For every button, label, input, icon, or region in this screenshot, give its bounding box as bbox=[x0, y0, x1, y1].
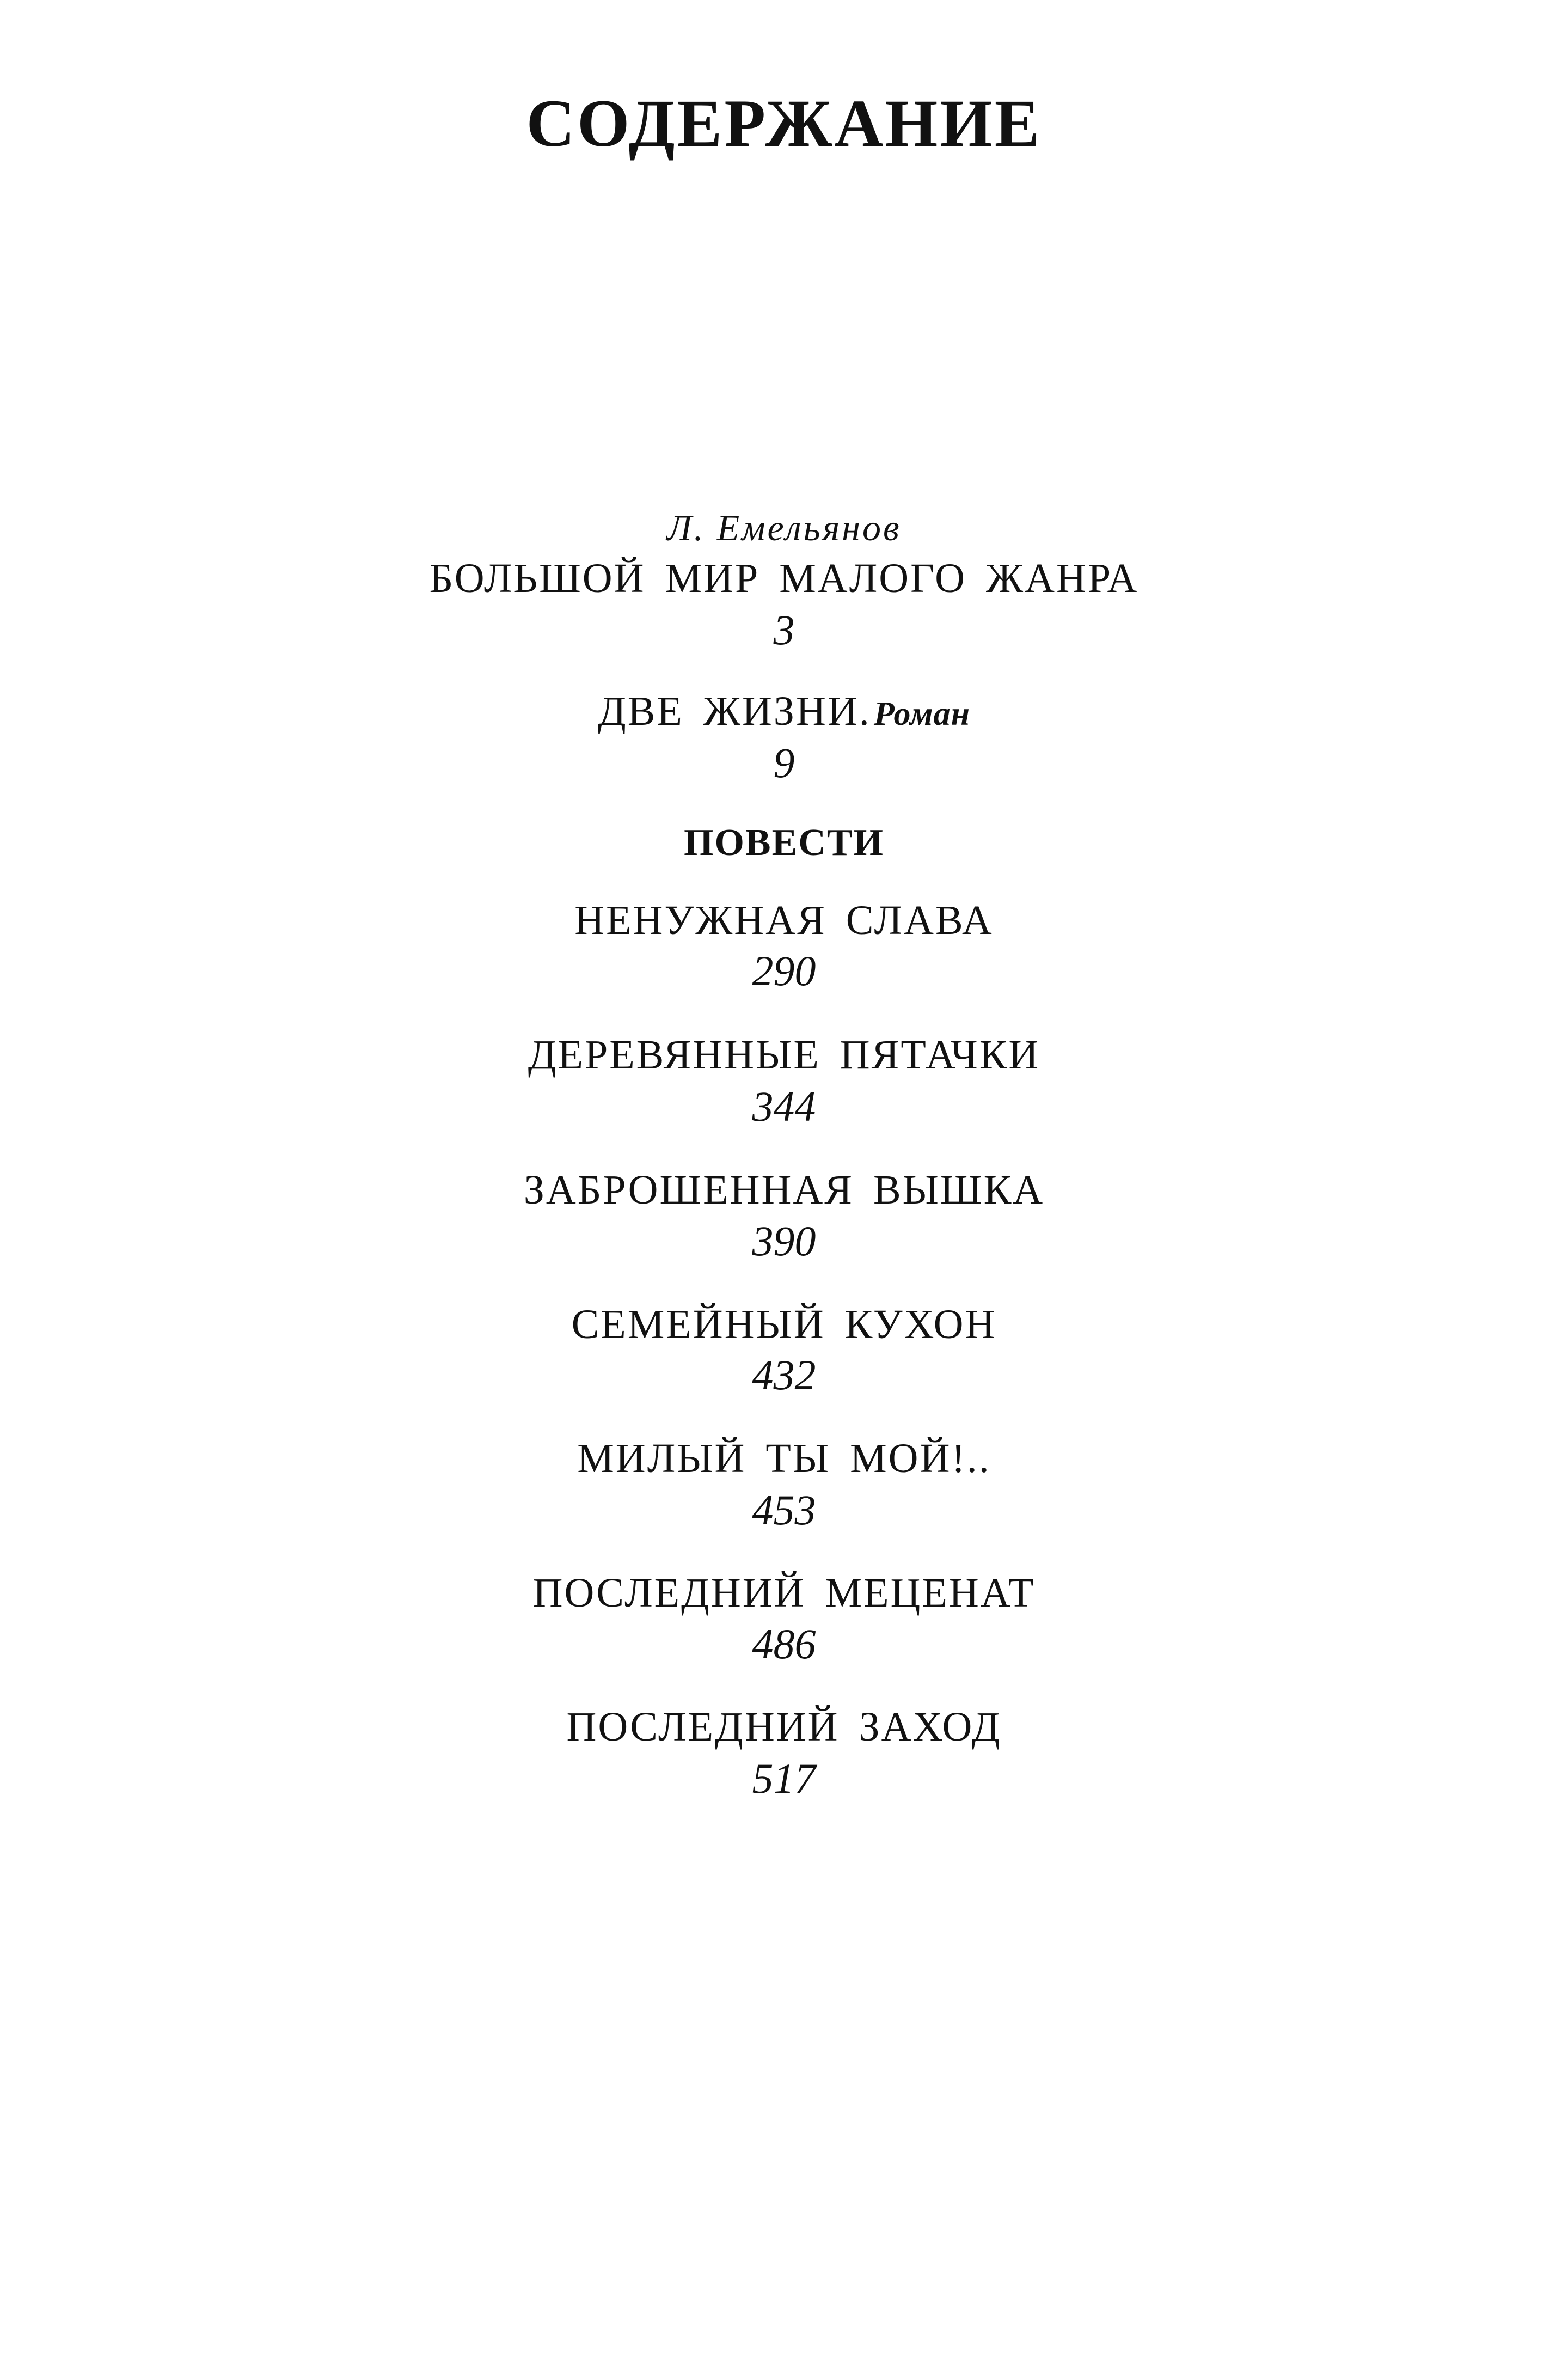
story-title: ПОСЛЕДНИЙ ЗАХОД bbox=[566, 1704, 1002, 1750]
novel-title: ДВЕ ЖИЗНИ. bbox=[597, 688, 871, 734]
story-title: ДЕРЕВЯННЫЕ ПЯТАЧКИ bbox=[528, 1032, 1040, 1078]
story-title: НЕНУЖНАЯ СЛАВА bbox=[574, 897, 994, 943]
preface-author: Л. Емельянов bbox=[666, 507, 902, 548]
section-heading: ПОВЕСТИ bbox=[684, 822, 884, 864]
story-page: 344 bbox=[752, 1083, 816, 1130]
story-page: 517 bbox=[752, 1755, 816, 1802]
story-page: 432 bbox=[752, 1351, 816, 1399]
story-page: 486 bbox=[752, 1620, 816, 1668]
story-page: 290 bbox=[752, 947, 816, 994]
preface-title: БОЛЬШОЙ МИР МАЛОГО ЖАНРА bbox=[429, 555, 1139, 601]
novel-entry bbox=[0, 688, 1568, 734]
novel-genre: Роман bbox=[873, 695, 971, 732]
story-page: 453 bbox=[752, 1486, 816, 1534]
story-title: СЕМЕЙНЫЙ КУХОН bbox=[571, 1302, 997, 1347]
preface-page: 3 bbox=[773, 606, 795, 654]
novel-page: 9 bbox=[773, 739, 795, 786]
page-title: СОДЕРЖАНИЕ bbox=[526, 86, 1042, 161]
story-title: ПОСЛЕДНИЙ МЕЦЕНАТ bbox=[532, 1570, 1036, 1616]
story-title: ЗАБРОШЕННАЯ ВЫШКА bbox=[523, 1167, 1045, 1213]
story-title: МИЛЫЙ ТЫ МОЙ!.. bbox=[577, 1436, 991, 1481]
story-page: 390 bbox=[752, 1217, 816, 1265]
